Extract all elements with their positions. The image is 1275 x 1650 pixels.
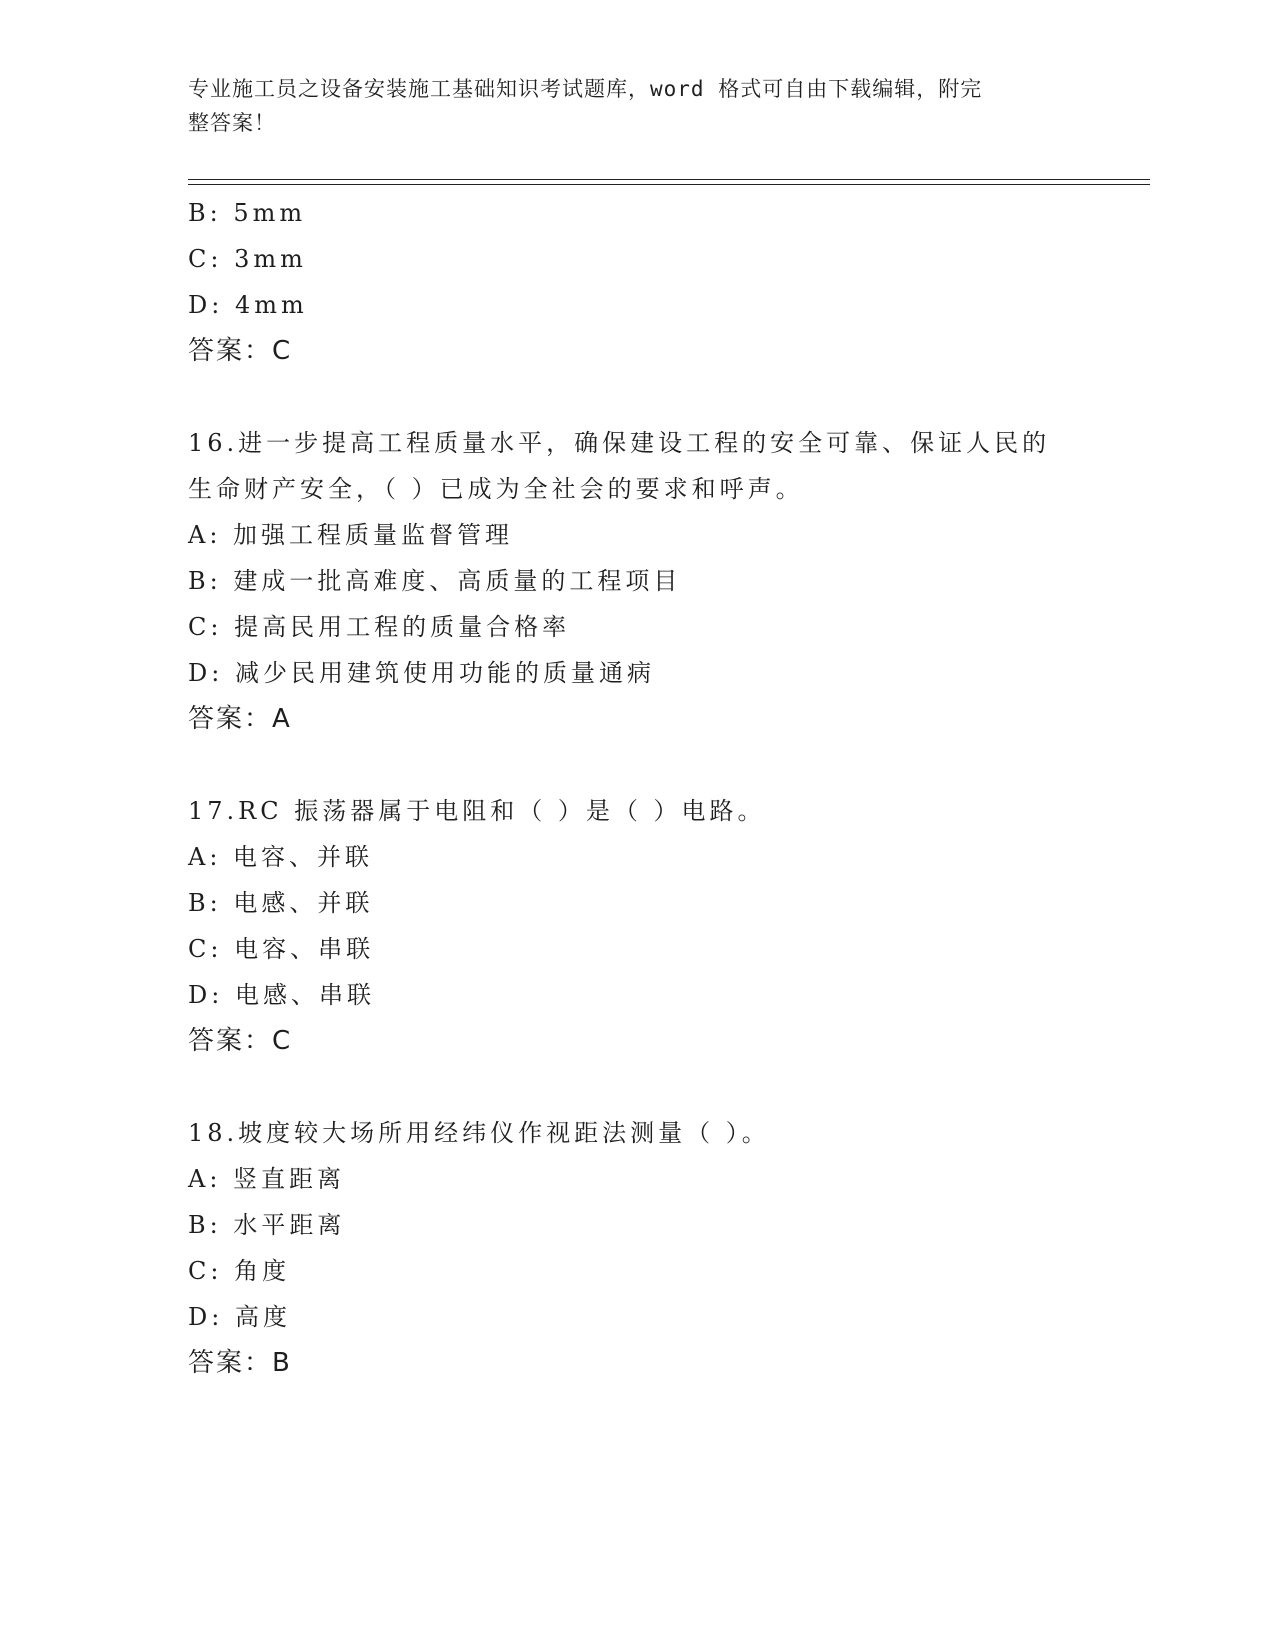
option-c: C: 提高民用工程的质量合格率 [188, 613, 571, 641]
option-d: D: 电感、串联 [188, 981, 375, 1009]
option-b: B: 电感、并联 [188, 889, 374, 917]
option-c: C: 电容、串联 [188, 935, 375, 963]
answer-line: 答案：B [188, 1348, 292, 1378]
option-c: C: 3mm [188, 245, 307, 273]
document-header [188, 72, 1068, 140]
header-divider-top [188, 179, 1150, 180]
option-b: B: 5mm [188, 199, 307, 227]
option-b: B: 建成一批高难度、高质量的工程项目 [188, 567, 682, 595]
previous-question-tail [188, 190, 1088, 374]
question-18 [188, 1110, 1088, 1386]
question-stem-line-2: 生命财产安全，（ ）已成为全社会的要求和呼声。 [188, 475, 804, 503]
answer-line: 答案：C [188, 336, 293, 366]
option-a: A: 加强工程质量监督管理 [188, 521, 514, 549]
question-stem-line-1: 18.坡度较大场所用经纬仪作视距法测量（ ）。 [188, 1119, 770, 1147]
header-line-2: 整答案！ [188, 111, 276, 135]
spacer [188, 374, 1088, 420]
header-line-1: 专业施工员之设备安装施工基础知识考试题库，word 格式可自由下载编辑，附完 [188, 77, 983, 101]
answer-line: 答案：C [188, 1026, 293, 1056]
question-stem-line-1: 17.RC 振荡器属于电阻和（ ）是（ ）电路。 [188, 797, 766, 825]
option-a: A: 电容、并联 [188, 843, 374, 871]
option-a: A: 竖直距离 [188, 1165, 346, 1193]
question-16 [188, 420, 1088, 742]
option-d: D: 高度 [188, 1303, 291, 1331]
question-17 [188, 788, 1088, 1064]
option-b: B: 水平距离 [188, 1211, 346, 1239]
option-d: D: 减少民用建筑使用功能的质量通病 [188, 659, 655, 687]
spacer [188, 1064, 1088, 1110]
spacer [188, 742, 1088, 788]
header-divider-bottom [188, 184, 1150, 185]
option-d: D: 4mm [188, 291, 308, 319]
answer-line: 答案：A [188, 704, 292, 734]
option-c: C: 角度 [188, 1257, 291, 1285]
question-content [188, 190, 1088, 1386]
question-stem-line-1: 16.进一步提高工程质量水平，确保建设工程的安全可靠、保证人民的 [188, 429, 1051, 457]
